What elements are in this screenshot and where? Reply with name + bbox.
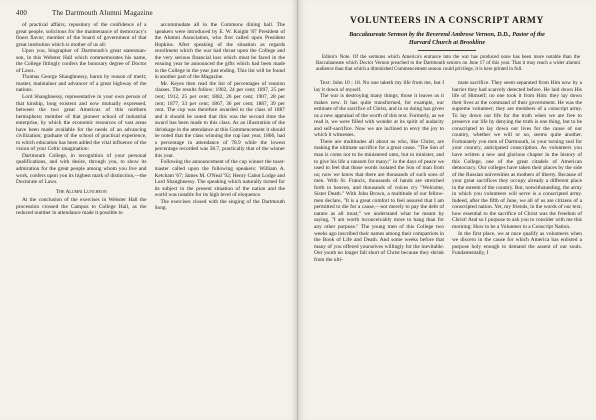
editors-note <box>316 55 580 73</box>
subtitle-line: Baccalaureate Sermon by the Reverend Ambrose Vernon, D.D., Pastor of the <box>349 31 545 38</box>
right-column-1 <box>314 80 444 412</box>
paragraph: There are multitudes all about us who, like Christ, are making the ultimate sacrifice for a great cause. "The Son of man is come not to be ministered unto, but to minister, and to give his life a ransom for many;" in the days of peace we used to feel that those words isolated the Son of man from us; now we know that there are thousands of such sons of men. With St. Francis, thousands of hands are stretched forth to heaven, and thousands of voices cry "Welcome, Sister Death." With John Brown, a multitude of our fellow-men declare, "It is a great comfort to feel assured that I am permitted to die for a cause,—not merely to pay the debt of nature as all must;" we understand what he meant by saying, "I am worth inconceivably more to hang than for any other purpose." The young men of this College two weeks ago inscribed their names among their compatriots in the Book of Life and Death. And some weeks before that many of you offered yourselves willingly for the inevitable. Our youth no longer fall short of Christ because they shrink from the ulti- <box>314 138 444 263</box>
right-columns <box>314 80 582 412</box>
paragraph: of practical affairs; repository of the confidence of a great people, solicitous for the maintenance of democracy's finest flavor; member of the board of government of that great institution which is mother of us all: <box>16 22 147 48</box>
paragraph: Text: John 10 ; 18. No one taketh my life from me, but I lay it down of myself. <box>314 80 444 93</box>
subtitle-line: Harvard Church at Brookline <box>408 39 486 46</box>
paragraph: Lord Shaughnessy, representative in your own person of that kinship, long existent and now mutually expressed, between the two great Americas of this northern hemisphere; member of that pioneer school of industrial enterprise, by which the economic resources of vast areas have been made available for the needs of an advancing civilization; graduate of the school of practical experience, to which education has been added the vital influence of the vision of your Celtic imagination: <box>16 94 147 153</box>
paragraph: The exercises closed with the singing of the Dartmouth Song. <box>154 198 285 212</box>
paragraph: Upon you, biographer of Dartmouth's great statesman-son, in this Webster Hall which commemorates his name, the College fittingly confers the honorary degree of Doctor of Laws. <box>16 48 147 74</box>
left-column-1 <box>16 22 147 412</box>
editors-note-text: Editor's Note. Of the sermons which America's entrance into the war has produced none has been more notable than the Baccalaureate which Doctor Vernon preached to the Dartmouth seniors on June 17 of this year. That it may reach a wider alumni audience than that which a diminished Commencement season could privilege, it is here printed in full. <box>316 55 580 72</box>
paragraph: In the first place, we at once qualify as volunteers when we discern in the cause for which America has enlisted a purpose holy enough to demand the assent of our souls. Fundamentally, I <box>452 230 582 257</box>
left-column-2 <box>155 22 286 412</box>
title-rule <box>418 50 476 51</box>
article-title: VOLUNTEERS IN A CONSCRIPT ARMY <box>350 16 544 26</box>
paragraph: mate sacrifice. They seem separated from Him now by a barrier they had scarcely detected before. He laid down His life of Himself; no one took it from Him: they lay down their lives at the command of their government. He was the supreme volunteer; they are members of a conscript army. To lay down our life for the truth when we are free to preserve our life by denying the truth is one thing, but to be conscripted to lay down our lives for the cause of our country, whether we will or no, seems quite another. Fortunately you men of Dartmouth, in your turning zeal for your country, anticipated conscription. As volunteers you have written a new and glorious chapter in the history of this College, one of the great citadels of American democracy. Our colleges have taken their places by the side of the Russian universities as mothers of liberty. Because of your great sacrifices they occupy already a different place in the esteem of the country. But, notwithstanding, the army in which you volunteers will serve is a conscripted army. Indeed, after the fifth of June, we all of us are citizens of a conscripted nation. Yet, my friends, in the words of our text, how essential to the sacrifice of Christ was the freedom of Christ! And so I purpose to ask you to consider with me this morning: How to be a Volunteer in a Conscript Nation. <box>452 80 582 231</box>
paragraph: At the conclusion of the exercises in Webster Hall the procession crossed the Campus to College Hall, as the reduced number in attendance made it possible to <box>16 197 147 217</box>
left-columns <box>16 22 285 412</box>
paragraph: The war is destroying many things; those it leaves us it makes new. It has quite transformed, for example, our estimate of the sacrifice of Christ, and in so doing has given us a new appraisal of the worth of this text. Formerly, as we read it, we were filled with wonder at its spirit of audacity and self-sacrifice. Now we are inclined to envy the joy to which it witnesses. <box>314 93 444 139</box>
paragraph: Mr. Keyes then read the list of percentages of reunion classes. The results follow: 1902, 24 per cent; 1897, 25 per cent; 1912, 25 per cent; 1882, 26 per cent; 1907, 28 per cent; 1877, 33 per cent; 1867, 36 per cent; 1887, 39 per cent. The cup was therefore awarded to the class of 1887 and it should be noted that this was the second time the award has been made to this class. As an illustration of the shrinkage in the attendance at this Commencement it should be noted that the class winning the cup last year, 1866, had a percentage in attendance of 78.9 while the lowest percentage recorded was 38.7, practically that of the winner this year. <box>154 80 285 159</box>
page-number: 400 <box>16 9 28 17</box>
paragraph: Following the announcement of the cup winner the toast-master called upon the following speakers: William A. Ketcham '67; James M. O'Neal '92; Henry Cabot Lodge and Lord Shaughnessy. The speaking which naturally turned for its subject to the present situation of the nation and the world was notable for its high level of eloquence. <box>154 159 285 199</box>
magazine-title: The Dartmouth Alumni Magazine <box>52 9 153 17</box>
paragraph: accommodate all in the Commons dining hall. The speakers were introduced by E. W. Knight '87 President of the Alumni Association, who first called upon President Hopkins. After speaking of the situation as regards enrollment which the war had thrust upon the College and the very serious financial loss which must be faced in the ensuing year he announced the gifts which had been made to the College in the year just ending. This list will be found in another part of the Magazine. <box>154 22 285 81</box>
section-heading: The Alumni Luncheon <box>55 188 107 195</box>
paragraph: Thomas George Shaughnessy, baron by reason of merit; master, maintainer and advancer of a great highway of the nations. <box>16 74 147 94</box>
right-column-2 <box>452 80 582 412</box>
article-subtitle <box>312 31 582 47</box>
paragraph: Dartmouth College, in recognition of your personal qualifications, and with desire, through you, to show its admiration for the great people among whom you live and work, confers upon you its highest mark of distinction,—the Doctorate of Laws. <box>16 152 147 186</box>
right-page <box>298 0 596 420</box>
